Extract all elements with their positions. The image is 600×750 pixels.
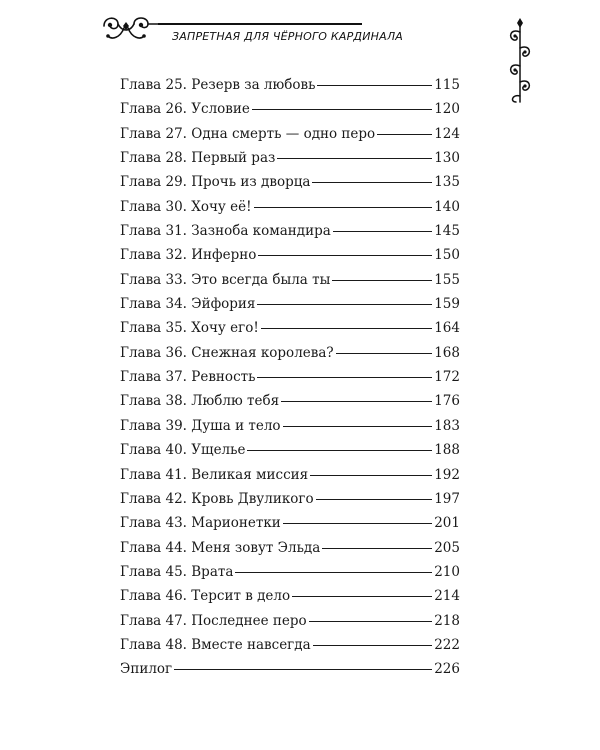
toc-entry[interactable] bbox=[120, 243, 460, 267]
toc-leader bbox=[377, 134, 432, 135]
running-header bbox=[100, 12, 404, 52]
toc-leader bbox=[309, 621, 433, 622]
toc-entry[interactable] bbox=[120, 73, 460, 97]
toc-entry-page: 197 bbox=[434, 490, 460, 507]
toc-leader bbox=[316, 499, 433, 500]
toc-entry[interactable] bbox=[120, 438, 460, 462]
toc-leader bbox=[292, 596, 432, 597]
toc-entry-title: Глава 41. Великая миссия bbox=[120, 466, 309, 483]
toc-leader bbox=[257, 304, 432, 305]
toc-entry[interactable] bbox=[120, 389, 460, 413]
toc-entry-page: 222 bbox=[434, 636, 460, 653]
toc-entry-page: 183 bbox=[434, 417, 460, 434]
toc-leader bbox=[258, 255, 432, 256]
toc-entry-page: 201 bbox=[434, 515, 460, 532]
toc-leader bbox=[235, 572, 432, 573]
toc-entry[interactable] bbox=[120, 341, 460, 365]
vine-ornament-icon bbox=[502, 18, 538, 104]
toc-entry-title: Глава 29. Прочь из дворца bbox=[120, 174, 311, 191]
toc-leader bbox=[317, 85, 432, 86]
toc-entry[interactable] bbox=[120, 463, 460, 487]
toc-entry-page: 226 bbox=[434, 661, 460, 678]
toc-leader bbox=[261, 328, 432, 329]
toc-entry[interactable] bbox=[120, 146, 460, 170]
toc-entry-title: Глава 32. Инферно bbox=[120, 247, 257, 264]
toc-entry[interactable] bbox=[120, 633, 460, 657]
table-of-contents bbox=[120, 73, 460, 682]
toc-entry-page: 188 bbox=[434, 442, 460, 459]
toc-leader bbox=[310, 475, 432, 476]
toc-entry-title: Глава 43. Марионетки bbox=[120, 515, 281, 532]
toc-entry-title: Глава 25. Резерв за любовь bbox=[120, 77, 316, 93]
toc-entry-page: 164 bbox=[434, 320, 460, 337]
toc-entry-title: Глава 48. Вместе навсегда bbox=[120, 636, 311, 653]
toc-entry-title: Глава 36. Снежная королева? bbox=[120, 344, 334, 361]
toc-entry[interactable] bbox=[120, 195, 460, 219]
toc-entry-title: Глава 30. Хочу её! bbox=[120, 198, 252, 215]
toc-entry-page: 218 bbox=[434, 612, 460, 629]
toc-entry[interactable] bbox=[120, 584, 460, 608]
toc-leader bbox=[322, 548, 432, 549]
toc-entry-page: 135 bbox=[434, 174, 460, 191]
toc-entry-page: 168 bbox=[434, 344, 460, 361]
toc-entry-page: 172 bbox=[434, 369, 460, 386]
toc-leader bbox=[283, 426, 433, 427]
toc-entry[interactable] bbox=[120, 487, 460, 511]
toc-entry[interactable] bbox=[120, 657, 460, 681]
toc-entry-page: 210 bbox=[434, 563, 460, 580]
toc-entry-page: 115 bbox=[434, 77, 460, 93]
toc-entry-title: Глава 33. Это всегда была ты bbox=[120, 271, 331, 288]
toc-entry[interactable] bbox=[120, 292, 460, 316]
toc-entry[interactable] bbox=[120, 609, 460, 633]
toc-entry-title: Глава 38. Люблю тебя bbox=[120, 393, 280, 410]
toc-entry-title: Глава 47. Последнее перо bbox=[120, 612, 307, 629]
toc-entry-page: 145 bbox=[434, 223, 460, 240]
toc-entry[interactable] bbox=[120, 97, 460, 121]
toc-entry-page: 159 bbox=[434, 296, 460, 313]
toc-leader bbox=[252, 109, 432, 110]
toc-entry[interactable] bbox=[120, 365, 460, 389]
toc-entry-title: Глава 28. Первый раз bbox=[120, 150, 276, 167]
toc-entry-title: Глава 44. Меня зовут Эльда bbox=[120, 539, 321, 556]
toc-leader bbox=[281, 401, 432, 402]
toc-leader bbox=[254, 207, 433, 208]
toc-entry-page: 192 bbox=[434, 466, 460, 483]
toc-entry-title: Глава 37. Ревность bbox=[120, 369, 256, 386]
running-header-title: ЗАПРЕТНАЯ ДЛЯ ЧЁРНОГО КАРДИНАЛА bbox=[172, 30, 404, 43]
toc-entry[interactable] bbox=[120, 219, 460, 243]
toc-entry-page: 214 bbox=[434, 588, 460, 605]
toc-entry-page: 120 bbox=[434, 101, 460, 118]
toc-entry-title: Глава 46. Терсит в дело bbox=[120, 588, 291, 605]
toc-leader bbox=[283, 523, 432, 524]
flourish-ornament-icon bbox=[100, 12, 160, 48]
toc-entry-title: Глава 31. Зазноба командира bbox=[120, 223, 331, 240]
toc-entry-title: Глава 40. Ущелье bbox=[120, 442, 246, 459]
toc-entry[interactable] bbox=[120, 268, 460, 292]
toc-leader bbox=[333, 231, 432, 232]
toc-entry-page: 124 bbox=[434, 125, 460, 142]
toc-entry-title: Глава 27. Одна смерть — одно перо bbox=[120, 125, 376, 142]
toc-entry-title: Глава 34. Эйфория bbox=[120, 296, 256, 313]
toc-entry-title: Глава 42. Кровь Двуликого bbox=[120, 490, 314, 507]
toc-leader bbox=[313, 645, 433, 646]
toc-entry[interactable] bbox=[120, 122, 460, 146]
toc-entry[interactable] bbox=[120, 511, 460, 535]
toc-entry[interactable] bbox=[120, 536, 460, 560]
toc-entry[interactable] bbox=[120, 414, 460, 438]
toc-leader bbox=[277, 158, 432, 159]
toc-entry-title: Глава 45. Врата bbox=[120, 563, 234, 580]
toc-entry-title: Глава 35. Хочу его! bbox=[120, 320, 259, 337]
toc-entry-page: 140 bbox=[434, 198, 460, 215]
toc-entry-page: 205 bbox=[434, 539, 460, 556]
toc-entry-page: 176 bbox=[434, 393, 460, 410]
toc-entry-title: Глава 39. Душа и тело bbox=[120, 417, 281, 434]
toc-entry-page: 155 bbox=[434, 271, 460, 288]
toc-leader bbox=[257, 377, 432, 378]
header-rule bbox=[158, 23, 362, 25]
toc-leader bbox=[312, 182, 432, 183]
toc-entry-page: 130 bbox=[434, 150, 460, 167]
toc-entry-page: 150 bbox=[434, 247, 460, 264]
toc-entry-title: Эпилог bbox=[120, 661, 173, 678]
toc-entry[interactable] bbox=[120, 316, 460, 340]
toc-entry-title: Глава 26. Условие bbox=[120, 101, 250, 118]
toc-entry[interactable] bbox=[120, 170, 460, 194]
toc-leader bbox=[336, 353, 433, 354]
toc-entry[interactable] bbox=[120, 560, 460, 584]
toc-leader bbox=[247, 450, 432, 451]
toc-leader bbox=[174, 669, 432, 670]
toc-leader bbox=[332, 280, 432, 281]
